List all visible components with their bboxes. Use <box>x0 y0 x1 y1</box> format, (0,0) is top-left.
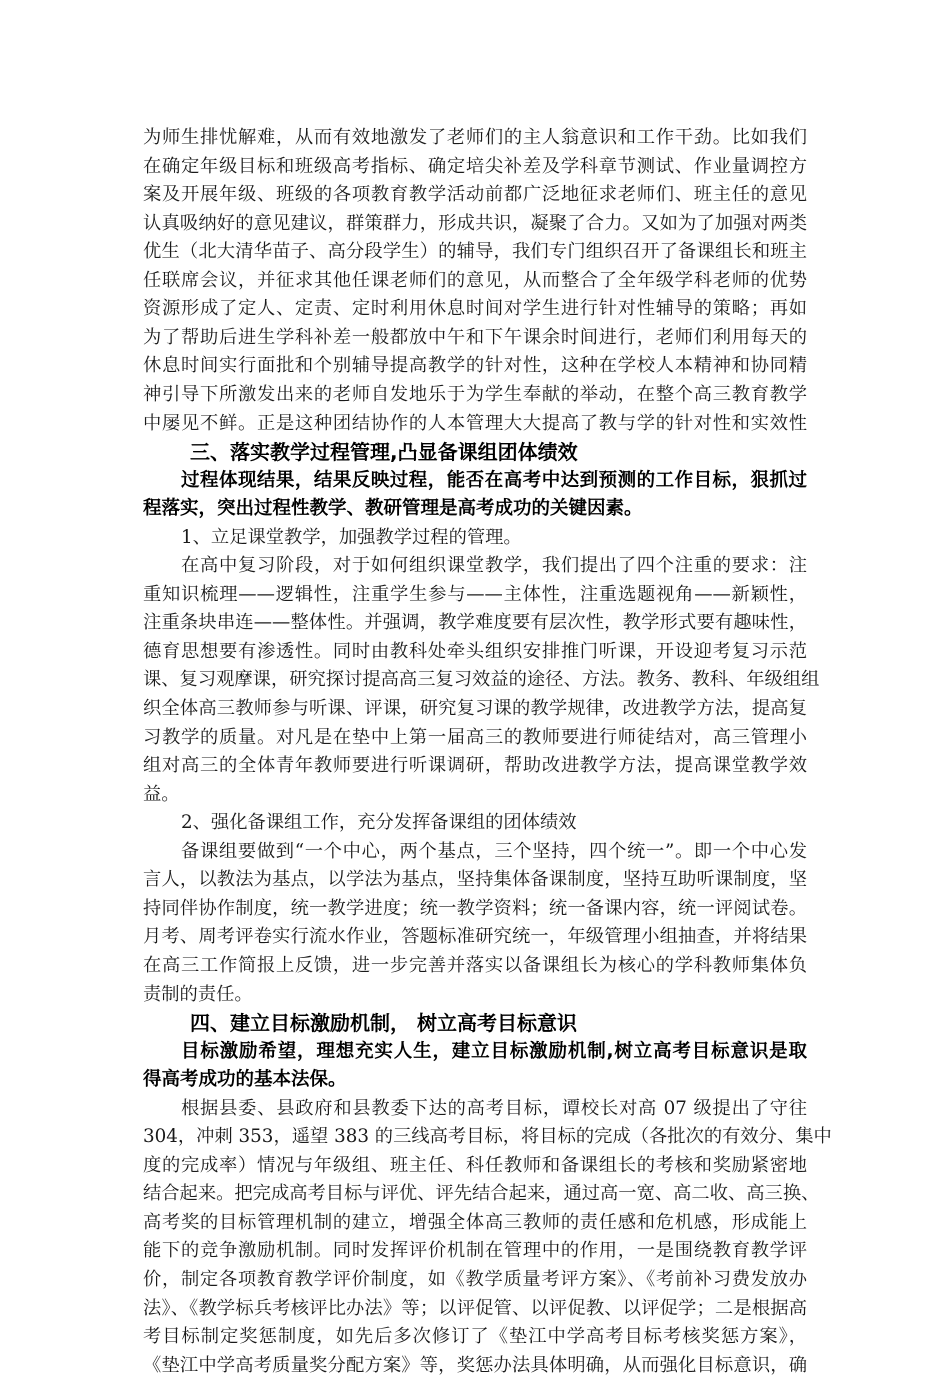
body-line: 304，冲刺 353，遥望 383 的三线高考目标，将目标的完成（各批次的有效分、集中 <box>143 1126 832 1148</box>
subheading-1: 1、立足课堂教学，加强教学过程的管理。 <box>181 526 522 548</box>
body-line: 案及开展年级、班级的各项教育教学活动前都广泛地征求老师们、班主任的意见 <box>143 184 807 206</box>
body-line: 德育思想要有渗透性。同时由教科处牵头组织安排推门听课，开设迎考复习示范 <box>143 640 807 662</box>
body-line: 认真吸纳好的意见建议，群策群力，形成共识，凝聚了合力。又如为了加强对两类 <box>143 212 807 234</box>
body-line: 持同伴协作制度，统一教学进度；统一教学资料；统一备课内容，统一评阅试卷。 <box>143 897 807 919</box>
body-line: 习教学的质量。对凡是在垫中上第一届高三的教师要进行师徒结对，高三管理小 <box>143 726 807 748</box>
body-line: 在高中复习阶段，对于如何组织课堂教学，我们提出了四个注重的要求：注 <box>181 555 807 577</box>
body-line: 资源形成了定人、定责、定时利用休息时间对学生进行针对性辅导的策略；再如 <box>143 298 807 320</box>
body-line: 法》、《教学标兵考核评比办法》等；以评促管、以评促教、以评促学；二是根据高 <box>143 1297 807 1319</box>
body-line: 考目标制定奖惩制度，如先后多次修订了《垫江中学高考目标考核奖惩方案》， <box>143 1326 807 1348</box>
body-line: 结合起来。把完成高考目标与评优、评先结合起来，通过高一宽、高二收、高三换、 <box>143 1183 820 1205</box>
body-line: 《垫江中学高考质量奖分配方案》等，奖惩办法具体明确，从而强化目标意识，确 <box>143 1354 807 1376</box>
body-line: 为师生排忧解难，从而有效地激发了老师们的主人翁意识和工作干劲。比如我们 <box>143 127 807 148</box>
body-line: 中屡见不鲜。正是这种团结协作的人本管理大大提高了教与学的针对性和实效性 <box>143 412 807 434</box>
body-line: 注重条块串连——整体性。并强调，教学难度要有层次性，教学形式要有趣味性， <box>143 612 807 634</box>
body-line: 言人，以教法为基点，以学法为基点，坚持集体备课制度，坚持互助听课制度，坚 <box>143 869 807 891</box>
body-line: 课、复习观摩课，研究探讨提高高三复习效益的途径、方法。教务、教科、年级组组 <box>143 669 820 691</box>
body-line: 在高三工作简报上反馈，进一步完善并落实以备课组长为核心的学科教师集体负 <box>143 954 807 976</box>
body-line: 度的完成率）情况与年级组、班主任、科任教师和备课组长的考核和奖励紧密地 <box>143 1154 807 1176</box>
body-line: 责制的责任。 <box>143 983 253 1005</box>
bold-summary-line: 得高考成功的基本法保。 <box>143 1069 347 1091</box>
body-line: 价，制定各项教育教学评价制度，如《教学质量考评方案》、《考前补习费发放办 <box>143 1269 807 1290</box>
body-line: 益。 <box>143 783 180 805</box>
body-line: 任联席会议，并征求其他任课老师们的意见，从而整合了全年级学科老师的优势 <box>143 269 807 291</box>
body-line: 优生（北大清华苗子、高分段学生）的辅导，我们专门组织召开了备课组长和班主 <box>143 241 807 263</box>
body-line: 根据县委、县政府和县教委下达的高考目标，谭校长对高 07 级提出了守往 <box>181 1097 807 1119</box>
body-line: 月考、周考评卷实行流水作业，答题标准研究统一，年级管理小组抽查，并将结果 <box>143 926 807 948</box>
subheading-2: 2、强化备课组工作，充分发挥备课组的团体绩效 <box>181 812 577 834</box>
section-heading-3: 三、落实教学过程管理,凸显备课组团体绩效 <box>190 440 578 465</box>
body-line: 能下的竞争激励机制。同时发挥评价机制在管理中的作用，一是围绕教育教学评 <box>143 1240 807 1262</box>
body-line: 织全体高三教师参与听课、评课，研究复习课的教学规律，改进教学方法，提高复 <box>143 698 807 719</box>
body-line: 休息时间实行面批和个别辅导提高教学的针对性，这种在学校人本精神和协同精 <box>143 355 807 377</box>
body-line: 备课组要做到“一个中心，两个基点，三个坚持，四个统一”。即一个中心发 <box>181 840 807 862</box>
body-line: 组对高三的全体青年教师要进行听课调研，帮助改进教学方法，提高课堂教学效 <box>143 755 807 777</box>
bold-summary-line: 过程体现结果，结果反映过程，能否在高考中达到预测的工作目标，狠抓过 <box>181 469 807 491</box>
body-line: 在确定年级目标和班级高考指标、确定培尖补差及学科章节测试、作业量调控方 <box>143 155 807 177</box>
body-line: 为了帮助后进生学科补差一般都放中午和下午课余时间进行，老师们利用每天的 <box>143 326 807 348</box>
body-line: 高考奖的目标管理机制的建立，增强全体高三教师的责任感和危机感，形成能上 <box>143 1211 807 1233</box>
section-heading-4: 四、建立目标激励机制， 树立高考目标意识 <box>190 1011 577 1036</box>
body-line: 神引导下所激发出来的老师自发地乐于为学生奉献的举动，在整个高三教育教学 <box>143 383 807 405</box>
bold-summary-line: 程落实，突出过程性教学、教研管理是高考成功的关键因素。 <box>143 498 643 520</box>
body-line: 重知识梳理——逻辑性，注重学生参与——主体性，注重选题视角——新颖性， <box>143 583 807 605</box>
bold-summary-line: 目标激励希望，理想充实人生，建立目标激励机制,树立高考目标意识是取 <box>181 1040 807 1062</box>
